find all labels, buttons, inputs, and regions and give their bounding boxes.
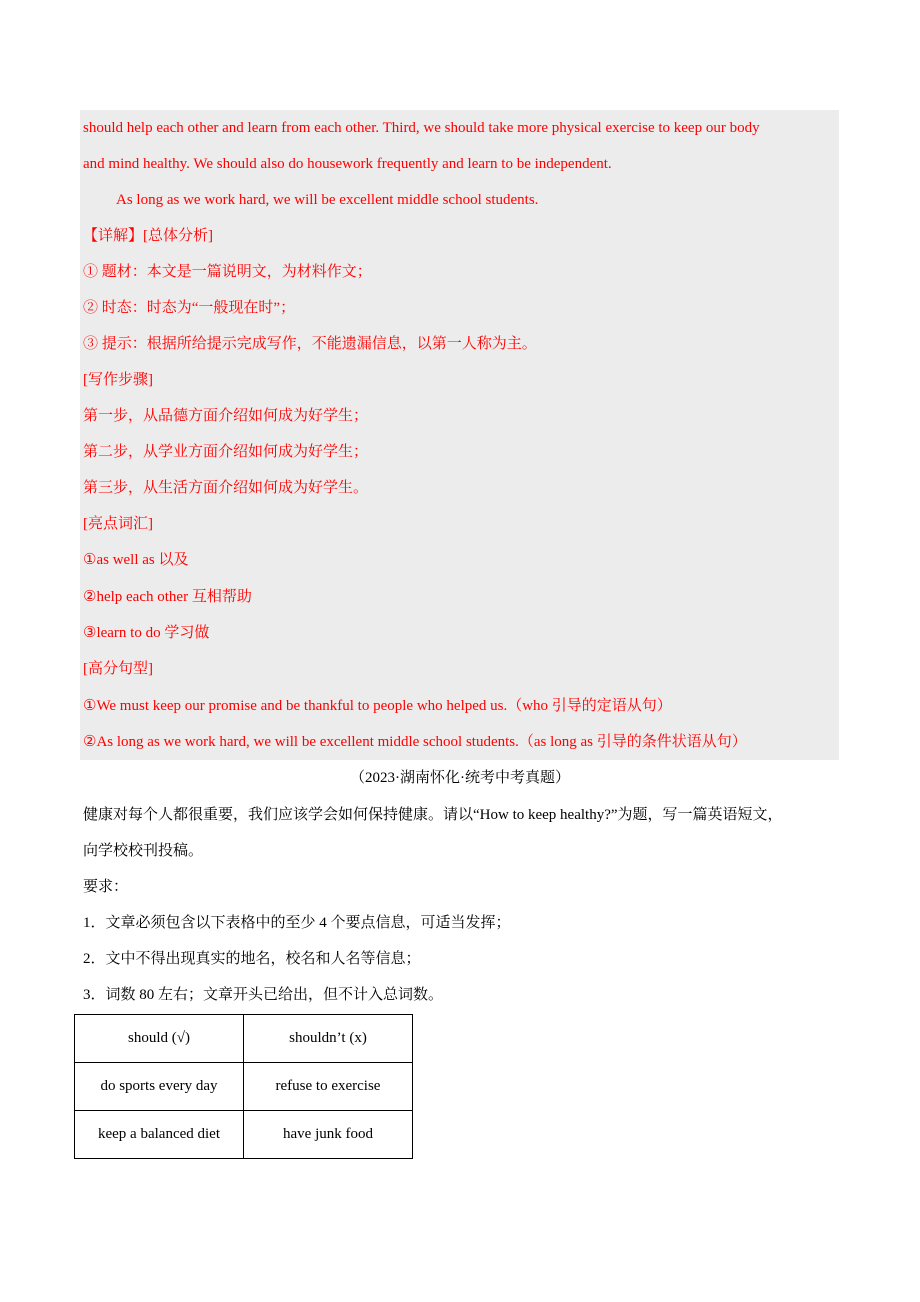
table-cell: keep a balanced diet [75, 1111, 244, 1159]
analysis-item: ② 时态：时态为“一般现在时”； [83, 300, 296, 316]
table-cell: do sports every day [75, 1063, 244, 1111]
requirements-heading: 要求： [83, 879, 129, 895]
points-table [74, 1014, 413, 1159]
analysis-item: ① 题材：本文是一篇说明文，为材料作文； [83, 264, 372, 280]
vocab-item: ③learn to do 学习做 [83, 625, 210, 641]
answer-line: and mind healthy. We should also do housework frequently and learn to be independent. [83, 156, 612, 172]
prompt-line: 向学校校刊投稿。 [83, 843, 204, 859]
sentences-heading: [高分句型] [83, 661, 153, 677]
prompt-line: 健康对每个人都很重要，我们应该学会如何保持健康。请以“How to keep healthy?”为题，写一篇英语短文， [83, 807, 783, 823]
step-item: 第一步，从品德方面介绍如何成为好学生； [83, 408, 369, 424]
requirement-item: 2．文中不得出现真实的地名，校名和人名等信息； [83, 951, 421, 967]
requirement-item: 3．词数 80 左右；文章开头已给出，但不计入总词数。 [83, 987, 444, 1003]
table-cell: refuse to exercise [244, 1063, 413, 1111]
step-item: 第三步，从生活方面介绍如何成为好学生。 [83, 480, 369, 496]
sentence-item: ①We must keep our promise and be thankful to people who helped us.（who 引导的定语从句） [83, 698, 672, 714]
analysis-item: ③ 提示：根据所给提示完成写作，不能遗漏信息，以第一人称为主。 [83, 336, 537, 352]
table-row [75, 1063, 413, 1111]
table-cell: have junk food [244, 1111, 413, 1159]
table-header-cell: shouldn’t (x) [244, 1015, 413, 1063]
table-row [75, 1015, 413, 1063]
table-row [75, 1111, 413, 1159]
vocab-heading: [亮点词汇] [83, 516, 153, 532]
answer-line: should help each other and learn from each other. Third, we should take more physical exercise to keep our body [83, 120, 760, 136]
table-header-cell: should (√) [75, 1015, 244, 1063]
question-source: （2023·湖南怀化·统考中考真题） [350, 770, 570, 786]
vocab-item: ①as well as 以及 [83, 552, 189, 568]
analysis-heading: 【详解】[总体分析] [83, 228, 213, 244]
answer-line: As long as we work hard, we will be excellent middle school students. [116, 192, 539, 208]
step-item: 第二步，从学业方面介绍如何成为好学生； [83, 444, 369, 460]
requirement-item: 1．文章必须包含以下表格中的至少 4 个要点信息，可适当发挥； [83, 915, 511, 931]
steps-heading: [写作步骤] [83, 372, 153, 388]
sentence-item: ②As long as we work hard, we will be excellent middle school students.（as long as 引导的条件状语从句） [83, 734, 747, 750]
vocab-item: ②help each other 互相帮助 [83, 589, 252, 605]
